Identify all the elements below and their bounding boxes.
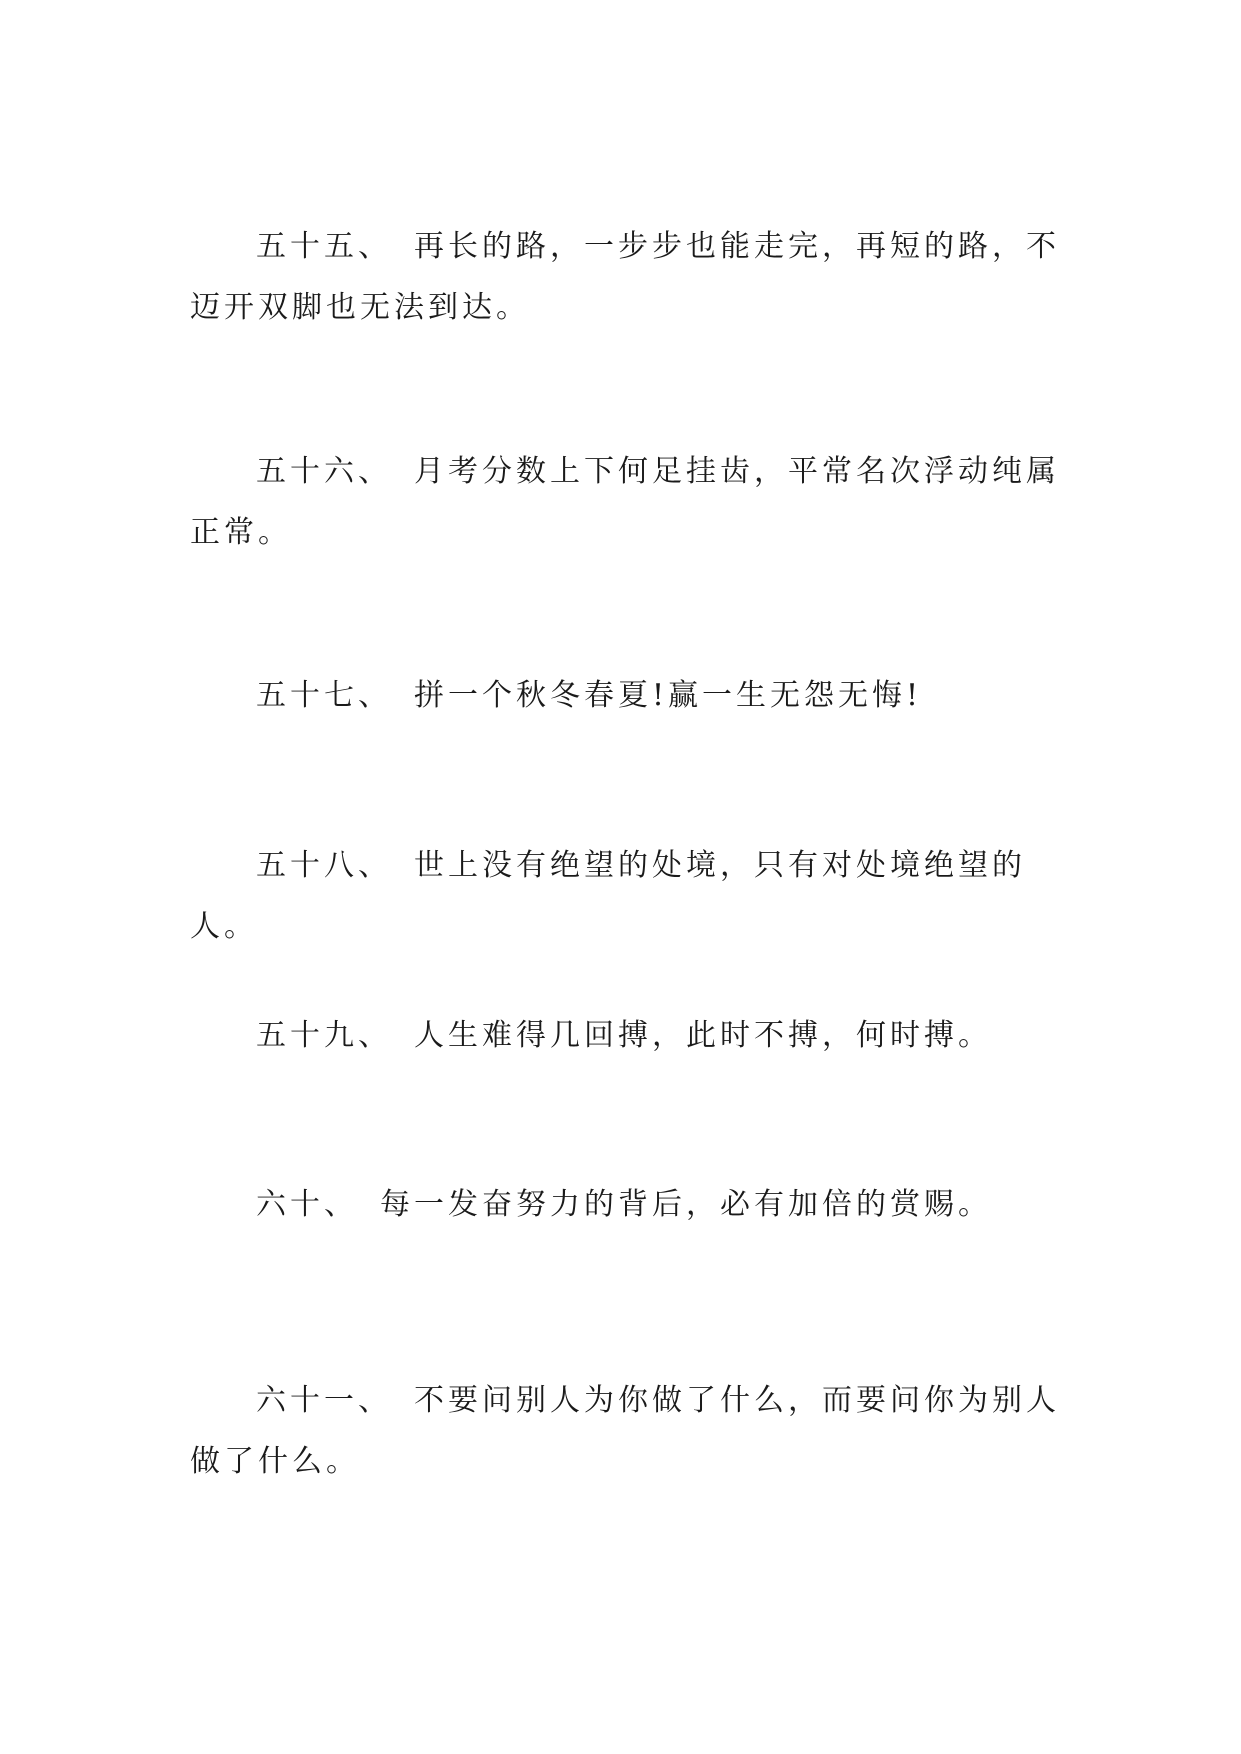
- paragraph-58: [190, 835, 1070, 957]
- paragraph-text: 拼一个秋冬春夏!赢一生无怨无悔!: [414, 678, 923, 713]
- paragraph-text: 人生难得几回搏，此时不搏，何时搏。: [414, 1018, 992, 1053]
- paragraph-55: [190, 216, 1070, 338]
- paragraph-57: [190, 665, 1070, 726]
- paragraph-60: [190, 1174, 1070, 1235]
- paragraph-number: 五十五、: [256, 229, 392, 264]
- paragraph-text: 每一发奋努力的背后，必有加倍的赏赐。: [380, 1187, 992, 1222]
- paragraph-text: 再长的路，一步步也能走完，再短的路，不迈开双脚也无法到达。: [190, 229, 1060, 325]
- paragraph-number: 五十六、: [256, 454, 392, 489]
- paragraph-text: 不要问别人为你做了什么，而要问你为别人做了什么。: [190, 1383, 1060, 1479]
- paragraph-number: 五十九、: [256, 1018, 392, 1053]
- paragraph-number: 五十七、: [256, 678, 392, 713]
- paragraph-59: [190, 1005, 1070, 1066]
- paragraph-number: 六十一、: [256, 1383, 392, 1418]
- paragraph-number: 六十、: [256, 1187, 358, 1222]
- paragraph-61: [190, 1370, 1070, 1492]
- paragraph-56: [190, 441, 1070, 563]
- paragraph-text: 月考分数上下何足挂齿，平常名次浮动纯属正常。: [190, 454, 1060, 550]
- paragraph-text: 世上没有绝望的处境，只有对处境绝望的人。: [190, 848, 1026, 944]
- paragraph-number: 五十八、: [256, 848, 392, 883]
